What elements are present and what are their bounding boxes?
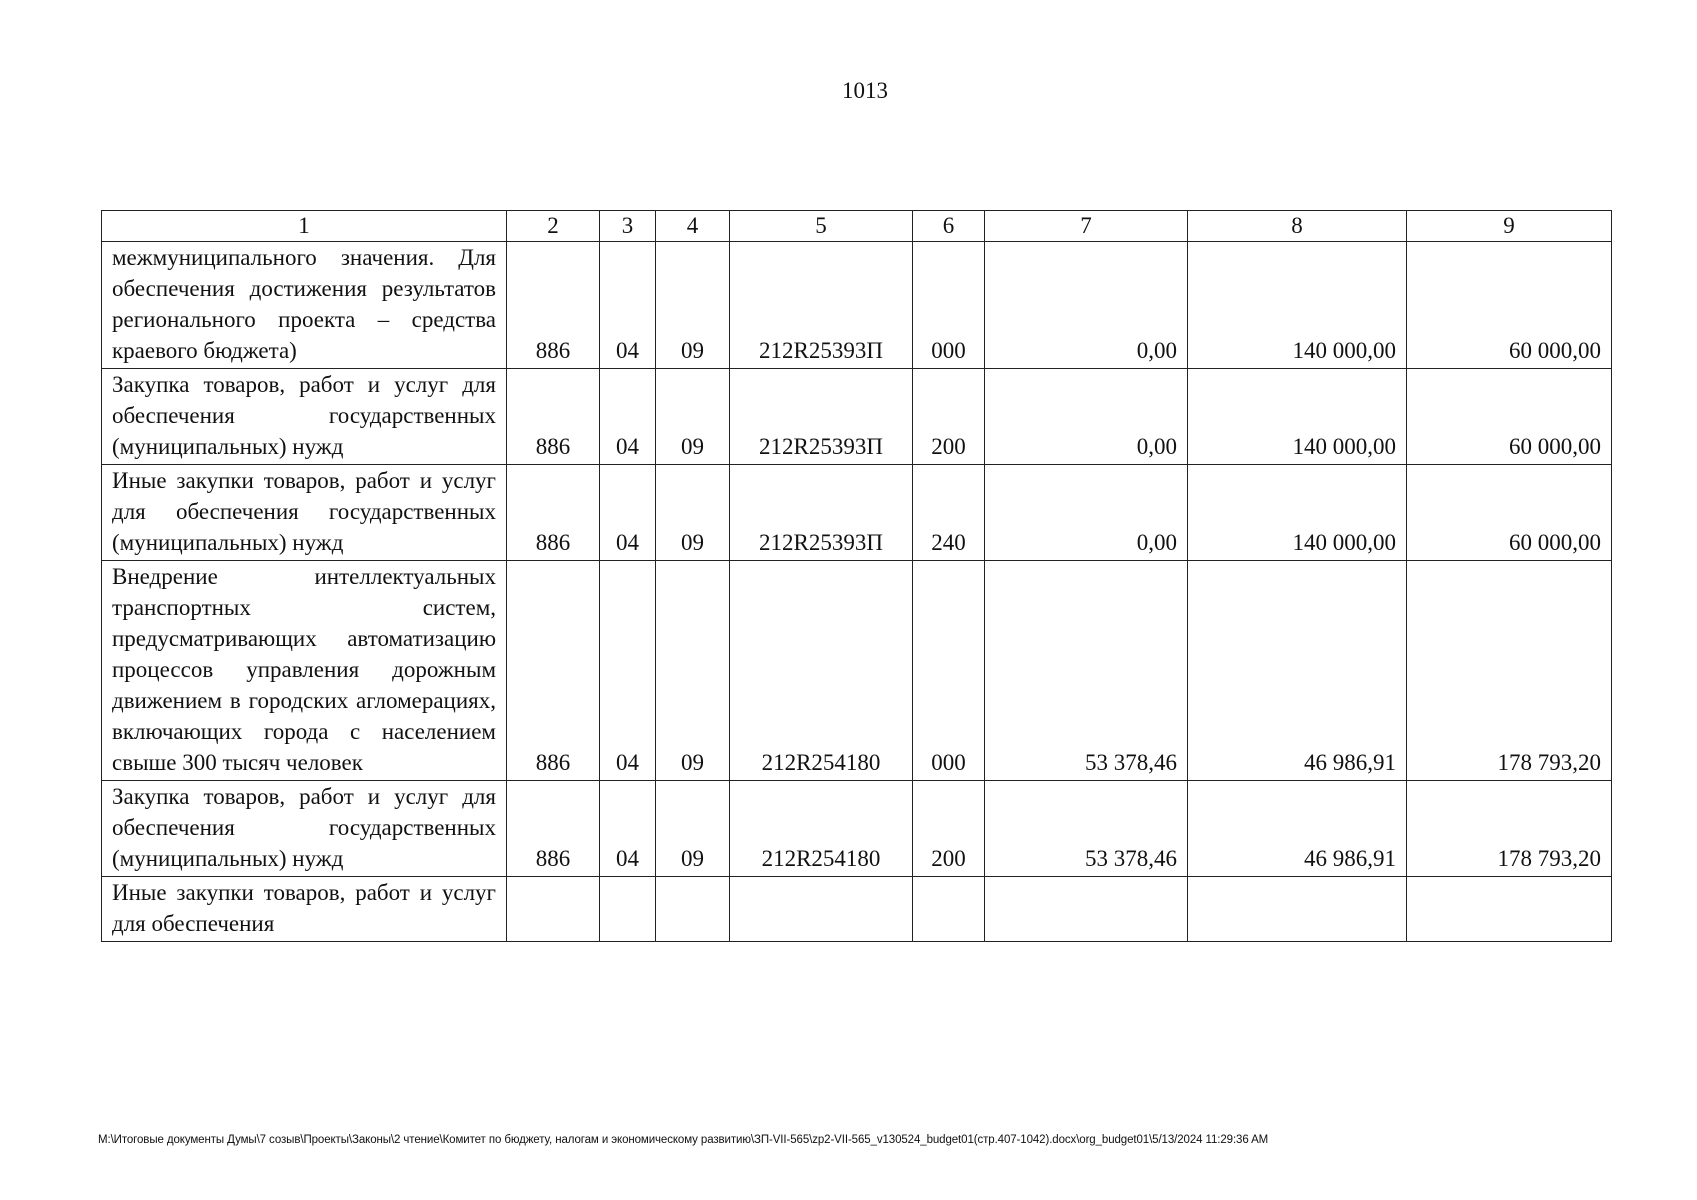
cell-subsection: 09 [656,561,730,781]
cell-expense-type [913,877,985,942]
column-header: 2 [507,211,600,242]
cell-amount-8 [1188,877,1407,942]
cell-expense-type: 200 [913,369,985,465]
cell-subsection: 09 [656,781,730,877]
cell-ministry-code: 886 [507,242,600,369]
cell-section: 04 [600,465,656,561]
column-header: 1 [102,211,507,242]
cell-subsection: 09 [656,369,730,465]
row-description: Иные закупки товаров, работ и услуг для обеспечения [102,877,507,942]
cell-ministry-code: 886 [507,465,600,561]
table-row [102,369,1612,465]
cell-amount-7: 0,00 [985,242,1188,369]
cell-section: 04 [600,242,656,369]
table-row [102,242,1612,369]
table-row [102,781,1612,877]
column-header: 7 [985,211,1188,242]
cell-amount-7: 53 378,46 [985,781,1188,877]
cell-amount-9: 178 793,20 [1407,561,1612,781]
cell-target-article: 212R25393П [730,369,913,465]
cell-amount-9: 60 000,00 [1407,369,1612,465]
cell-amount-8: 46 986,91 [1188,781,1407,877]
cell-section: 04 [600,561,656,781]
cell-ministry-code [507,877,600,942]
cell-section: 04 [600,369,656,465]
row-description: Закупка товаров, работ и услуг для обеспечения государственных (муниципальных) нужд [102,369,507,465]
cell-expense-type: 000 [913,242,985,369]
column-header: 8 [1188,211,1407,242]
cell-subsection: 09 [656,465,730,561]
row-description: межмуниципального значения. Для обеспечения достижения результатов регионального проекта – средства краевого бюджета) [102,242,507,369]
budget-table [101,210,1612,942]
table-header-row [102,211,1612,242]
cell-ministry-code: 886 [507,561,600,781]
page-number: 1013 [842,78,888,103]
cell-target-article [730,877,913,942]
cell-amount-9: 178 793,20 [1407,781,1612,877]
table-row [102,465,1612,561]
row-description: Иные закупки товаров, работ и услуг для обеспечения государственных (муниципальных) нужд [102,465,507,561]
cell-ministry-code: 886 [507,369,600,465]
cell-expense-type: 200 [913,781,985,877]
cell-amount-7: 0,00 [985,369,1188,465]
cell-amount-7 [985,877,1188,942]
cell-amount-9: 60 000,00 [1407,242,1612,369]
cell-section: 04 [600,781,656,877]
column-header: 4 [656,211,730,242]
table-row [102,561,1612,781]
cell-ministry-code: 886 [507,781,600,877]
cell-target-article: 212R25393П [730,465,913,561]
cell-target-article: 212R254180 [730,781,913,877]
cell-amount-8: 46 986,91 [1188,561,1407,781]
cell-amount-8: 140 000,00 [1188,242,1407,369]
cell-amount-9 [1407,877,1612,942]
cell-expense-type: 000 [913,561,985,781]
table-row [102,877,1612,942]
cell-amount-8: 140 000,00 [1188,465,1407,561]
cell-target-article: 212R254180 [730,561,913,781]
column-header: 6 [913,211,985,242]
cell-section [600,877,656,942]
cell-subsection: 09 [656,242,730,369]
cell-amount-7: 53 378,46 [985,561,1188,781]
cell-amount-8: 140 000,00 [1188,369,1407,465]
document-path-footer: M:\Итоговые документы Думы\7 созыв\Проекты\Законы\2 чтение\Комитет по бюджету, налогам и экономическому развитию\ЗП-VII-565\zp2-VII-565_v130524_budget01(стр.407-1042).docx\org_budget01\5/13/2024 11:29:36 AM [98,1134,1269,1146]
cell-target-article: 212R25393П [730,242,913,369]
cell-expense-type: 240 [913,465,985,561]
column-header: 3 [600,211,656,242]
row-description: Закупка товаров, работ и услуг для обеспечения государственных (муниципальных) нужд [102,781,507,877]
cell-subsection [656,877,730,942]
column-header: 5 [730,211,913,242]
cell-amount-9: 60 000,00 [1407,465,1612,561]
cell-amount-7: 0,00 [985,465,1188,561]
column-header: 9 [1407,211,1612,242]
row-description: Внедрение интеллектуальных транспортных систем, предусматривающих автоматизацию процессов управления дорожным движением в городских агломерациях, включающих города с населением свыше 300 тысяч человек [102,561,507,781]
